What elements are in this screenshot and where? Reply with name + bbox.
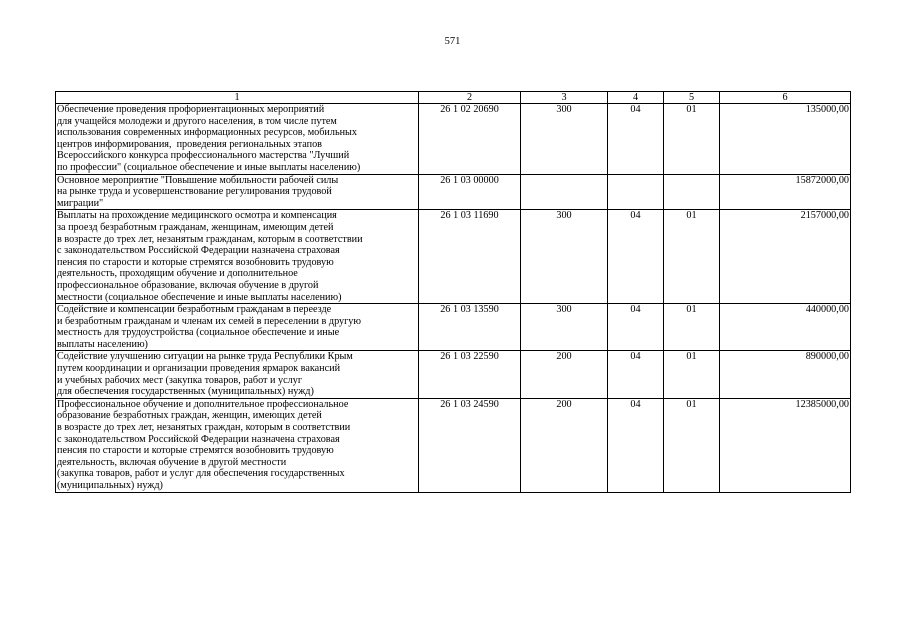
- row-target-article: 26 1 03 22590: [419, 351, 521, 398]
- row-section: [608, 174, 664, 210]
- row-amount: 890000,00: [720, 351, 851, 398]
- row-expense-type: [521, 174, 608, 210]
- row-amount: 440000,00: [720, 304, 851, 351]
- row-name: Выплаты на прохождение медицинского осмотра и компенсация за проезд безработным гражданам, женщинам, имеющим детей в возрасте до трех лет, незанятым гражданам, которым в соответствии с законодательством Российской Федерации назначена страховая пенсия по старости и которые стремятся возобновить трудовую деятельность, проходящим обучение и дополнительное профессиональное образование, включая обучение в другой местности (социальное обеспечение и иные выплаты населению): [56, 210, 419, 304]
- row-amount: 2157000,00: [720, 210, 851, 304]
- row-name: Содействие улучшению ситуации на рынке труда Республики Крым путем координации и организации проведения ярмарок вакансий и учебных рабочих мест (закупка товаров, работ и услуг для обеспечения государственных (муниципальных) нужд): [56, 351, 419, 398]
- col-header-6: 6: [720, 92, 851, 104]
- page-number: 571: [444, 36, 461, 47]
- row-amount: 15872000,00: [720, 174, 851, 210]
- row-target-article: 26 1 03 24590: [419, 398, 521, 492]
- row-name: Обеспечение проведения профориентационных мероприятий для учащейся молодежи и другого населения, в том числе путем использования современных информационных ресурсов, мобильных центров информирования, проведения региональных этапов Всероссийского конкурса профессионального мастерства "Лучший по профессии" (социальное обеспечение и иные выплаты населению): [56, 104, 419, 175]
- row-subsection: [664, 174, 720, 210]
- row-expense-type: 300: [521, 210, 608, 304]
- row-expense-type: 300: [521, 104, 608, 175]
- row-section: 04: [608, 351, 664, 398]
- row-name: Профессиональное обучение и дополнительное профессиональное образование безработных граждан, женщин, имеющих детей в возрасте до трех лет, незанятых граждан, которым в соответствии с законодательством Российской Федерации назначена страховая пенсия по старости и которые стремятся возобновить трудовую деятельность, включая обучение в другой местности (закупка товаров, работ и услуг для обеспечения государственных (муниципальных) нужд): [56, 398, 419, 492]
- row-target-article: 26 1 03 13590: [419, 304, 521, 351]
- row-section: 04: [608, 304, 664, 351]
- row-expense-type: 200: [521, 351, 608, 398]
- row-subsection: 01: [664, 104, 720, 175]
- col-header-1: 1: [56, 92, 419, 104]
- row-amount: 12385000,00: [720, 398, 851, 492]
- row-amount: 135000,00: [720, 104, 851, 175]
- row-section: 04: [608, 104, 664, 175]
- row-subsection: 01: [664, 398, 720, 492]
- row-expense-type: 200: [521, 398, 608, 492]
- table-row: [56, 174, 851, 210]
- table-row: [56, 104, 851, 175]
- row-section: 04: [608, 398, 664, 492]
- row-expense-type: 300: [521, 304, 608, 351]
- table-row: [56, 398, 851, 492]
- row-target-article: 26 1 03 00000: [419, 174, 521, 210]
- row-name: Основное мероприятие "Повышение мобильности рабочей силы на рынке труда и усовершенствование регулирования трудовой миграции": [56, 174, 419, 210]
- table-row: [56, 210, 851, 304]
- row-target-article: 26 1 03 11690: [419, 210, 521, 304]
- row-subsection: 01: [664, 304, 720, 351]
- row-target-article: 26 1 02 20690: [419, 104, 521, 175]
- col-header-5: 5: [664, 92, 720, 104]
- table-row: [56, 351, 851, 398]
- budget-table: [55, 91, 851, 493]
- col-header-2: 2: [419, 92, 521, 104]
- col-header-4: 4: [608, 92, 664, 104]
- row-subsection: 01: [664, 351, 720, 398]
- row-subsection: 01: [664, 210, 720, 304]
- table-row: [56, 304, 851, 351]
- row-section: 04: [608, 210, 664, 304]
- col-header-3: 3: [521, 92, 608, 104]
- header-row: [56, 92, 851, 104]
- row-name: Содействие и компенсации безработным гражданам в переезде и безработным гражданам и членам их семей в переселении в другую местность для трудоустройства (социальное обеспечение и иные выплаты населению): [56, 304, 419, 351]
